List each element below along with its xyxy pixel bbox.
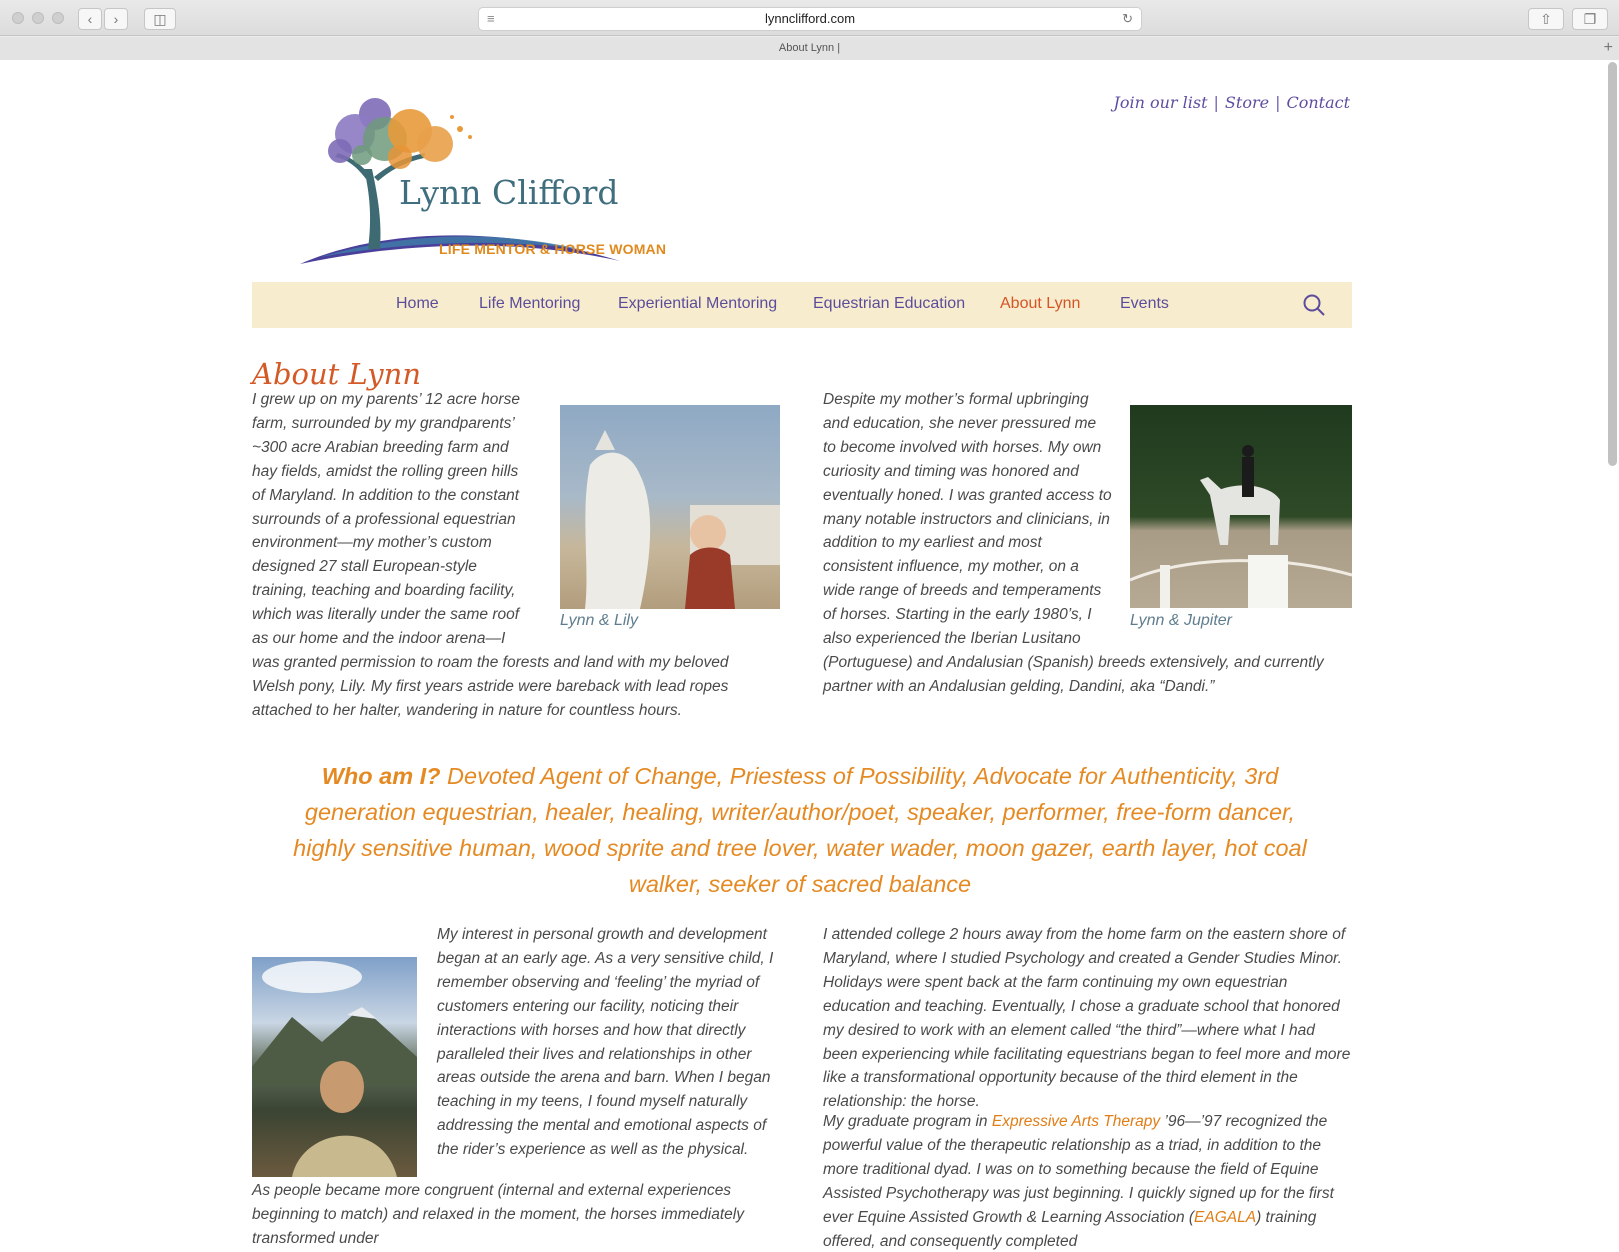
graduate-paragraph	[823, 1110, 1353, 1252]
logo-subtitle: LIFE MENTOR & HORSE WOMAN	[439, 241, 667, 257]
store-link[interactable]: Store	[1224, 93, 1270, 112]
maximize-window-icon[interactable]	[52, 12, 64, 24]
nav-experiential-mentoring[interactable]: Experiential Mentoring	[618, 295, 778, 312]
nav-home[interactable]: Home	[396, 295, 439, 312]
nav-events[interactable]: Events	[1120, 295, 1169, 312]
search-icon[interactable]	[1302, 293, 1326, 317]
caption-lynn-lily: Lynn & Lily	[560, 612, 638, 629]
reload-icon[interactable]: ↻	[1122, 11, 1133, 26]
nav-equestrian-education[interactable]: Equestrian Education	[813, 295, 966, 312]
nav-life-mentoring[interactable]: Life Mentoring	[479, 295, 581, 312]
header-links	[1113, 93, 1350, 112]
tagline-text: Devoted Agent of Change, Priestess of Possibility, Advocate for Authenticity, 3rd generation equestrian, healer, healing, writer/author/poet, speaker, performer, free-form dancer, highly sensitive human, wood sprite and tree lover, water wader, moon gazer, earth layer, hot coal walker, seeker of sacred balance	[293, 763, 1307, 897]
graduate-text-b: ’96—’97 recognized the powerful value of the therapeutic relationship as a triad, in addition to the more traditional dyad. I was on to something because the field of Equine Assisted Psychotherapy was just beginning. I quickly signed up for the first ever Equine Assisted Growth & Learning Association (	[823, 1113, 1334, 1226]
caption-lynn-jupiter: Lynn & Jupiter	[1130, 612, 1232, 629]
college-paragraph: I attended college 2 hours away from the home farm on the eastern shore of Maryland, where I studied Psychology and created a Gender Studies Minor. Holidays were spent back at the farm continuing my own equestrian education and teaching. Eventually, I chose a graduate school that honored my desired to work with an element called “the third”—where what I had been experiencing while facilitating equestrians began to feel more and more like a transformational opportunity because of the third element in the relationship: the horse.	[823, 926, 1351, 1111]
growth-paragraph: My interest in personal growth and development began at an early age. As a very sensitive child, I remember observing and ‘feeling’ the myriad of customers entering our facility, noticing their interactions with horses and how that directly paralleled their lives and relationships in other areas outside the arena and barn. When I began teaching in my teens, I found myself naturally addressing the mental and emotional aspects of the rider’s experience as well as the physical.	[437, 926, 774, 1159]
intro-paragraph-left	[252, 388, 772, 723]
site-logo[interactable]	[300, 89, 670, 269]
tab-title[interactable]: About Lynn |	[778, 42, 841, 54]
lynn-mountain-photo	[252, 957, 417, 1177]
tabs-overview-icon[interactable]: ❐	[1572, 8, 1608, 30]
new-tab-icon[interactable]: +	[1603, 39, 1613, 56]
page-content	[0, 61, 1607, 1252]
minimize-window-icon[interactable]	[32, 12, 44, 24]
tagline-lead: Who am I?	[321, 763, 441, 789]
intro-paragraph-right	[823, 388, 1353, 699]
eagala-link[interactable]: EAGALA	[1194, 1208, 1257, 1226]
graduate-text-a: My graduate program in	[823, 1113, 992, 1130]
tab-bar	[0, 37, 1619, 60]
browser-chrome	[0, 0, 1619, 60]
main-nav	[252, 282, 1352, 328]
intro-text-right: Despite my mother’s formal upbringing and education, she never pressured me to become involved with horses. My own curiosity and timing was honored and eventually honed. I was granted access to many notable instructors and clinicians, in addition to my earliest and most consistent influence, my mother, on a wide range of breeds and temperaments of horses. Starting in the early 1980’s, I also experienced the Iberian Lusitano (Portuguese) and Andalusian (Spanish) breeds extensively, and currently partner with an Andalusian gelding, Dandini, aka “Dandi.”	[823, 391, 1324, 695]
url-bar[interactable]	[478, 7, 1142, 31]
link-separator: |	[1213, 93, 1219, 112]
contact-link[interactable]: Contact	[1286, 93, 1350, 112]
join-list-link[interactable]: Join our list	[1113, 93, 1208, 112]
intro-text-left: I grew up on my parents’ 12 acre horse farm, surrounded by my grandparents’ ~300 acre Arabian breeding farm and hay fields, amidst the rolling green hills of Maryland. In addition to the constant surrounds of a professional equestrian environment—my mother’s custom designed 27 stall European-style training, teaching and boarding facility, which was literally under the same roof as our home and the indoor arena—I was granted permission to roam the forests and land with my beloved Welsh pony, Lily. My first years astride were bareback with lead ropes attached to her halter, wandering in nature for countless hours.	[252, 391, 729, 719]
who-am-i-tagline	[280, 758, 1320, 902]
nav-about-lynn[interactable]: About Lynn	[1000, 295, 1081, 312]
back-button[interactable]: ‹	[78, 8, 102, 30]
browser-toolbar	[0, 0, 1619, 36]
float-spacer	[1113, 388, 1353, 640]
reader-icon[interactable]: ≡	[487, 11, 495, 26]
expressive-arts-link[interactable]: Expressive Arts Therapy	[991, 1113, 1161, 1130]
page-scrollbar[interactable]	[1608, 62, 1617, 466]
url-text: lynnclifford.com	[764, 11, 856, 26]
link-separator: |	[1275, 93, 1281, 112]
forward-button[interactable]: ›	[104, 8, 128, 30]
graduate-text-c: ) training offered, and consequently completed	[823, 1208, 1317, 1250]
sidebar-toggle-icon[interactable]: ◫	[144, 8, 176, 30]
float-spacer	[532, 388, 772, 640]
share-icon[interactable]: ⇧	[1528, 8, 1564, 30]
congruent-paragraph: As people became more congruent (internal and external experiences beginning to match) and relaxed in the moment, the horses immediately transformed under	[252, 1182, 744, 1247]
page-title: About Lynn	[252, 357, 422, 391]
logo-name: Lynn Clifford	[399, 173, 619, 212]
close-window-icon[interactable]	[12, 12, 24, 24]
